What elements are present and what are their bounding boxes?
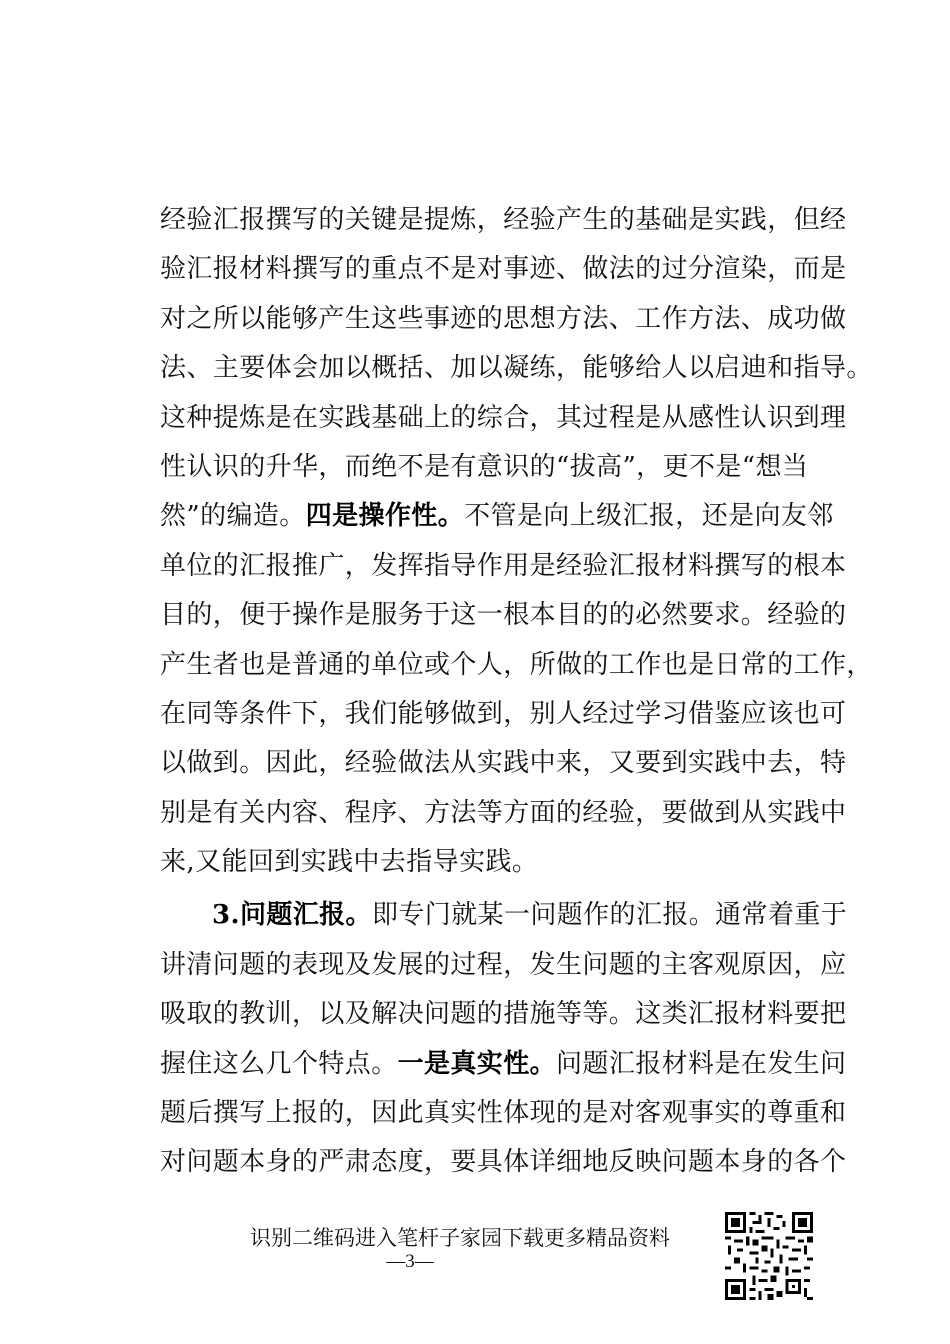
text-line: 在同等条件下，我们能够做到，别人经过学习借鉴应该也可: [160, 698, 847, 729]
text-line: [160, 492, 840, 541]
text-line: 吸取的教训，以及解决问题的措施等等。这类汇报材料要把: [160, 999, 847, 1030]
text-line: 目的，便于操作是服务于这一根本目的的必然要求。经验的: [160, 600, 847, 631]
text-line: 题后撰写上报的，因此真实性体现的是对客观事实的尊重和: [160, 1098, 847, 1129]
text-line: 这种提炼是在实践基础上的综合，其过程是从感性认识到理: [160, 402, 847, 433]
text-line: 产生者也是普通的单位或个人，所做的工作也是日常的工作，: [160, 649, 873, 680]
text-line: 性认识的升华，而绝不是有意识的“拔高”，更不是“想当: [160, 451, 809, 482]
text-line: 法、主要体会加以概括、加以凝练，能够给人以启迪和指导。: [160, 353, 873, 384]
text-run: 握住这么几个特点。: [160, 1048, 398, 1079]
text-line: 别是有关内容、程序、方法等方面的经验，要做到从实践中: [160, 797, 847, 828]
bold-heading-operability: 四是操作性。: [305, 501, 465, 532]
text-line: 对问题本身的严肃态度，要具体详细地反映问题本身的各个: [160, 1147, 847, 1178]
text-line: 经验汇报撰写的关键是提炼，经验产生的基础是实践，但经: [160, 205, 847, 235]
footer-promo-text: 识别二维码进入笔杆子家园下载更多精品资料: [250, 1226, 670, 1250]
qr-code-icon[interactable]: [725, 1212, 813, 1300]
page-number: —3—: [386, 1251, 434, 1272]
text-run: 即专门就某一问题作的汇报。通常着重于: [371, 900, 848, 931]
bold-heading-problem-report: 3.问题汇报。: [212, 900, 372, 931]
text-line: 讲清问题的表现及发展的过程，发生问题的主客观原因，应: [160, 949, 847, 980]
text-line: 单位的汇报推广，发挥指导作用是经验汇报材料撰写的根本: [160, 550, 847, 581]
text-line: 以做到。因此，经验做法从实践中来，又要到实践中去，特: [160, 748, 847, 779]
text-line: 验汇报材料撰写的重点不是对事迹、做法的过分渲染，而是: [160, 254, 847, 285]
bold-heading-authenticity: 一是真实性。: [397, 1048, 557, 1079]
text-line: [160, 891, 848, 940]
document-body: [160, 196, 873, 1188]
text-run: 然”的编造。: [160, 501, 306, 532]
text-line: 对之所以能够产生这些事迹的思想方法、工作方法、成功做: [160, 303, 847, 334]
text-run: 不管是向上级汇报，还是向友邻: [464, 501, 834, 532]
text-line: 来,又能回到实践中去指导实践。: [160, 847, 539, 878]
text-line: [160, 1040, 847, 1089]
text-run: 问题汇报材料是在发生问: [556, 1048, 847, 1079]
